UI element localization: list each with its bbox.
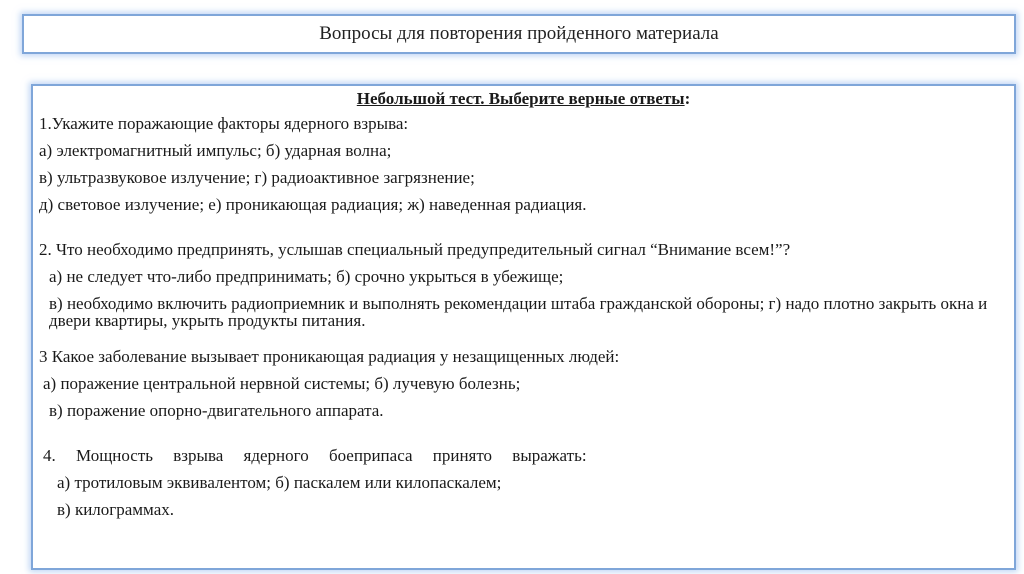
question-3-option-line: а) поражение центральной нервной системы; б) лучевую болезнь; [43,374,521,393]
question-2-option-line: в) необходимо включить радиоприемник и выполнять рекомендации штаба гражданской обороны; г) надо плотно закрыть окна и двери квартиры, укрыть продукты питания. [49,294,988,330]
question-2-option-line: а) не следует что-либо предпринимать; б) срочно укрыться в убежище; [49,267,564,286]
question-2: 2. Что необходимо предпринять, услышав специальный предупредительный сигнал “Внимание всем!”? [39,240,791,259]
question-1-option-line: д) световое излучение; е) проникающая радиация; ж) наведенная радиация. [39,195,587,214]
test-heading [39,88,1008,110]
question-4: 4. Мощность взрыва ядерного боеприпаса принято выражать: [43,446,587,465]
test-content-box [31,84,1016,570]
question-1-option-line: в) ультразвуковое излучение; г) радиоактивное загрязнение; [39,168,475,187]
spacer [39,329,1008,343]
spacer [39,424,1008,442]
slide-title: Вопросы для повторения пройденного материала [319,23,719,44]
question-3-option-line: в) поражение опорно-двигательного аппарата. [49,401,384,420]
question-1: 1.Укажите поражающие факторы ядерного взрыва: [39,114,409,133]
question-3: 3 Какое заболевание вызывает проникающая радиация у незащищенных людей: [39,347,620,366]
test-heading-text: Небольшой тест. Выберите верные ответы [356,89,685,108]
spacer [39,218,1008,236]
question-1-option-line: а) электромагнитный импульс; б) ударная волна; [39,141,392,160]
test-heading-colon: : [684,89,691,108]
title-box [22,14,1016,54]
question-4-option-line: а) тротиловым эквивалентом; б) паскалем или килопаскалем; [57,473,502,492]
question-4-option-line: в) килограммах. [57,500,174,519]
